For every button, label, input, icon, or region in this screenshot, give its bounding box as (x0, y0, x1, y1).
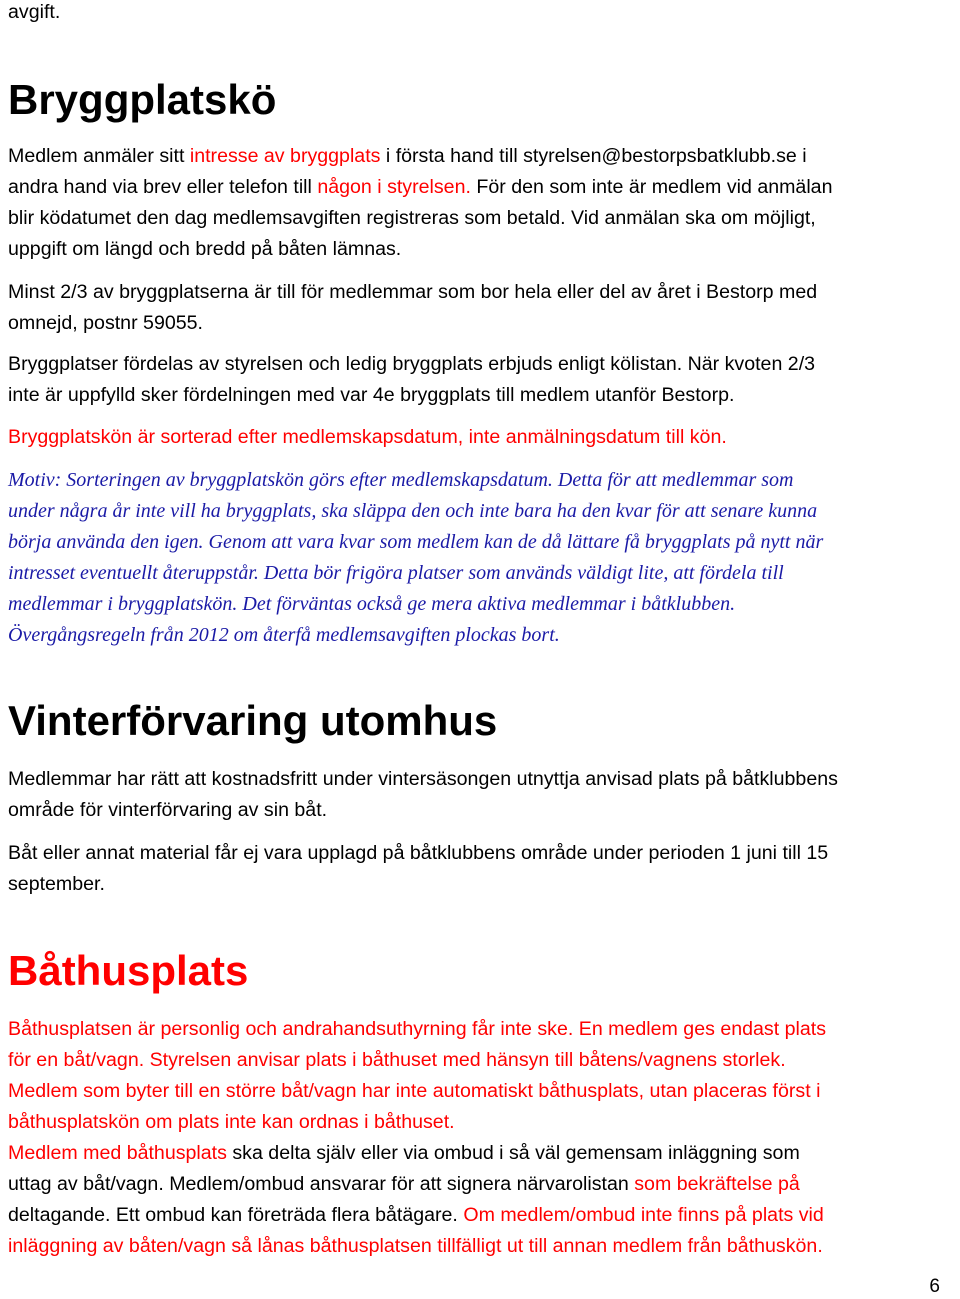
red-text-span: Om medlem/ombud inte finns på plats vid (463, 1204, 824, 1226)
red-text-span: Medlem med båthusplats (8, 1142, 227, 1164)
red-paragraph-line: inläggning av båten/vagn så lånas båthusplatsen tillfälligt ut till annan medlem från båthuskön. (8, 1235, 823, 1257)
motiv-line: Motiv: Sorteringen av bryggplatskön görs efter medlemskapsdatum. Detta för att medlemmar som (8, 469, 794, 491)
heading-bathusplats: Båthusplats (8, 947, 249, 994)
text-span: i första hand till styrelsen@bestorpsbatklubb.se i (380, 145, 807, 167)
heading-bryggplatsko: Bryggplatskö (8, 76, 277, 123)
paragraph-line: Medlemmar har rätt att kostnadsfritt under vintersäsongen utnyttja anvisad plats på båtklubbens (8, 768, 838, 790)
motiv-line: medlemmar i bryggplatskön. Det förväntas också ge mera aktiva medlemmar i båtklubben. (8, 593, 736, 615)
paragraph-line (8, 1203, 824, 1227)
motiv-line: Övergångsregeln från 2012 om återfå medlemsavgiften plockas bort. (8, 624, 560, 646)
paragraph-line (8, 1172, 800, 1196)
paragraph-line: omnejd, postnr 59055. (8, 312, 203, 334)
paragraph-line (8, 1141, 800, 1165)
text-span: deltagande. Ett ombud kan företräda flera båtägare. (8, 1204, 464, 1226)
paragraph-line: inte är uppfylld sker fördelningen med var 4e bryggplats till medlem utanför Bestorp. (8, 384, 735, 406)
red-paragraph-line: Båthusplatsen är personlig och andrahandsuthyrning får inte ske. En medlem ges endast plats (8, 1018, 826, 1040)
red-text-span: intresse av bryggplats (189, 145, 381, 167)
text-span: ska delta själv eller via ombud i så väl gemensam inläggning som (226, 1142, 800, 1164)
paragraph-line: blir ködatumet den dag medlemsavgiften registreras som betald. Vid anmälan ska om möjligt, (8, 207, 816, 229)
motiv-line: intresset eventuellt återuppstår. Detta bör frigöra platser som används väldigt lite, att fördela till (8, 562, 784, 584)
red-text-span: någon i styrelsen. (317, 176, 471, 198)
paragraph-line (8, 175, 832, 199)
page-number: 6 (929, 1276, 940, 1297)
paragraph-line: uppgift om längd och bredd på båten lämnas. (8, 238, 402, 260)
red-paragraph-line: Bryggplatskön är sorterad efter medlemskapsdatum, inte anmälningsdatum till kön. (8, 426, 727, 448)
text-span: Medlem anmäler sitt (8, 145, 190, 167)
paragraph-line: område för vinterförvaring av sin båt. (8, 799, 328, 821)
paragraph-line: september. (8, 873, 105, 895)
text-span: För den som inte är medlem vid anmälan (470, 176, 833, 198)
red-text-span: som bekräftelse på (634, 1173, 800, 1195)
motiv-line: under några år inte vill ha bryggplats, ska släppa den och inte bara ha den kvar för att senare kunna (8, 500, 818, 522)
paragraph-line: Bryggplatser fördelas av styrelsen och ledig bryggplats erbjuds enligt kölistan. När kvoten 2/3 (8, 353, 816, 375)
heading-vinterforvaring: Vinterförvaring utomhus (8, 697, 498, 744)
red-paragraph-line: Medlem som byter till en större båt/vagn har inte automatiskt båthusplats, utan placeras först i (8, 1080, 821, 1102)
red-paragraph-line: för en båt/vagn. Styrelsen anvisar plats i båthuset med hänsyn till båtens/vagnens storlek. (8, 1049, 786, 1071)
paragraph-line: Båt eller annat material får ej vara upplagd på båtklubbens område under perioden 1 juni till 15 (8, 842, 829, 864)
motiv-line: börja använda den igen. Genom att vara kvar som medlem kan de då lättare få bryggplats på nytt när (8, 531, 824, 553)
text-span: andra hand via brev eller telefon till (8, 176, 318, 198)
paragraph-line (8, 144, 807, 168)
text-span: uttag av båt/vagn. Medlem/ombud ansvarar för att signera närvarolistan (8, 1173, 635, 1195)
top-fragment: avgift. (8, 1, 61, 23)
red-paragraph-line: båthusplatskön om plats inte kan ordnas i båthuset. (8, 1111, 455, 1133)
paragraph-line: Minst 2/3 av bryggplatserna är till för medlemmar som bor hela eller del av året i Bestorp med (8, 281, 818, 303)
